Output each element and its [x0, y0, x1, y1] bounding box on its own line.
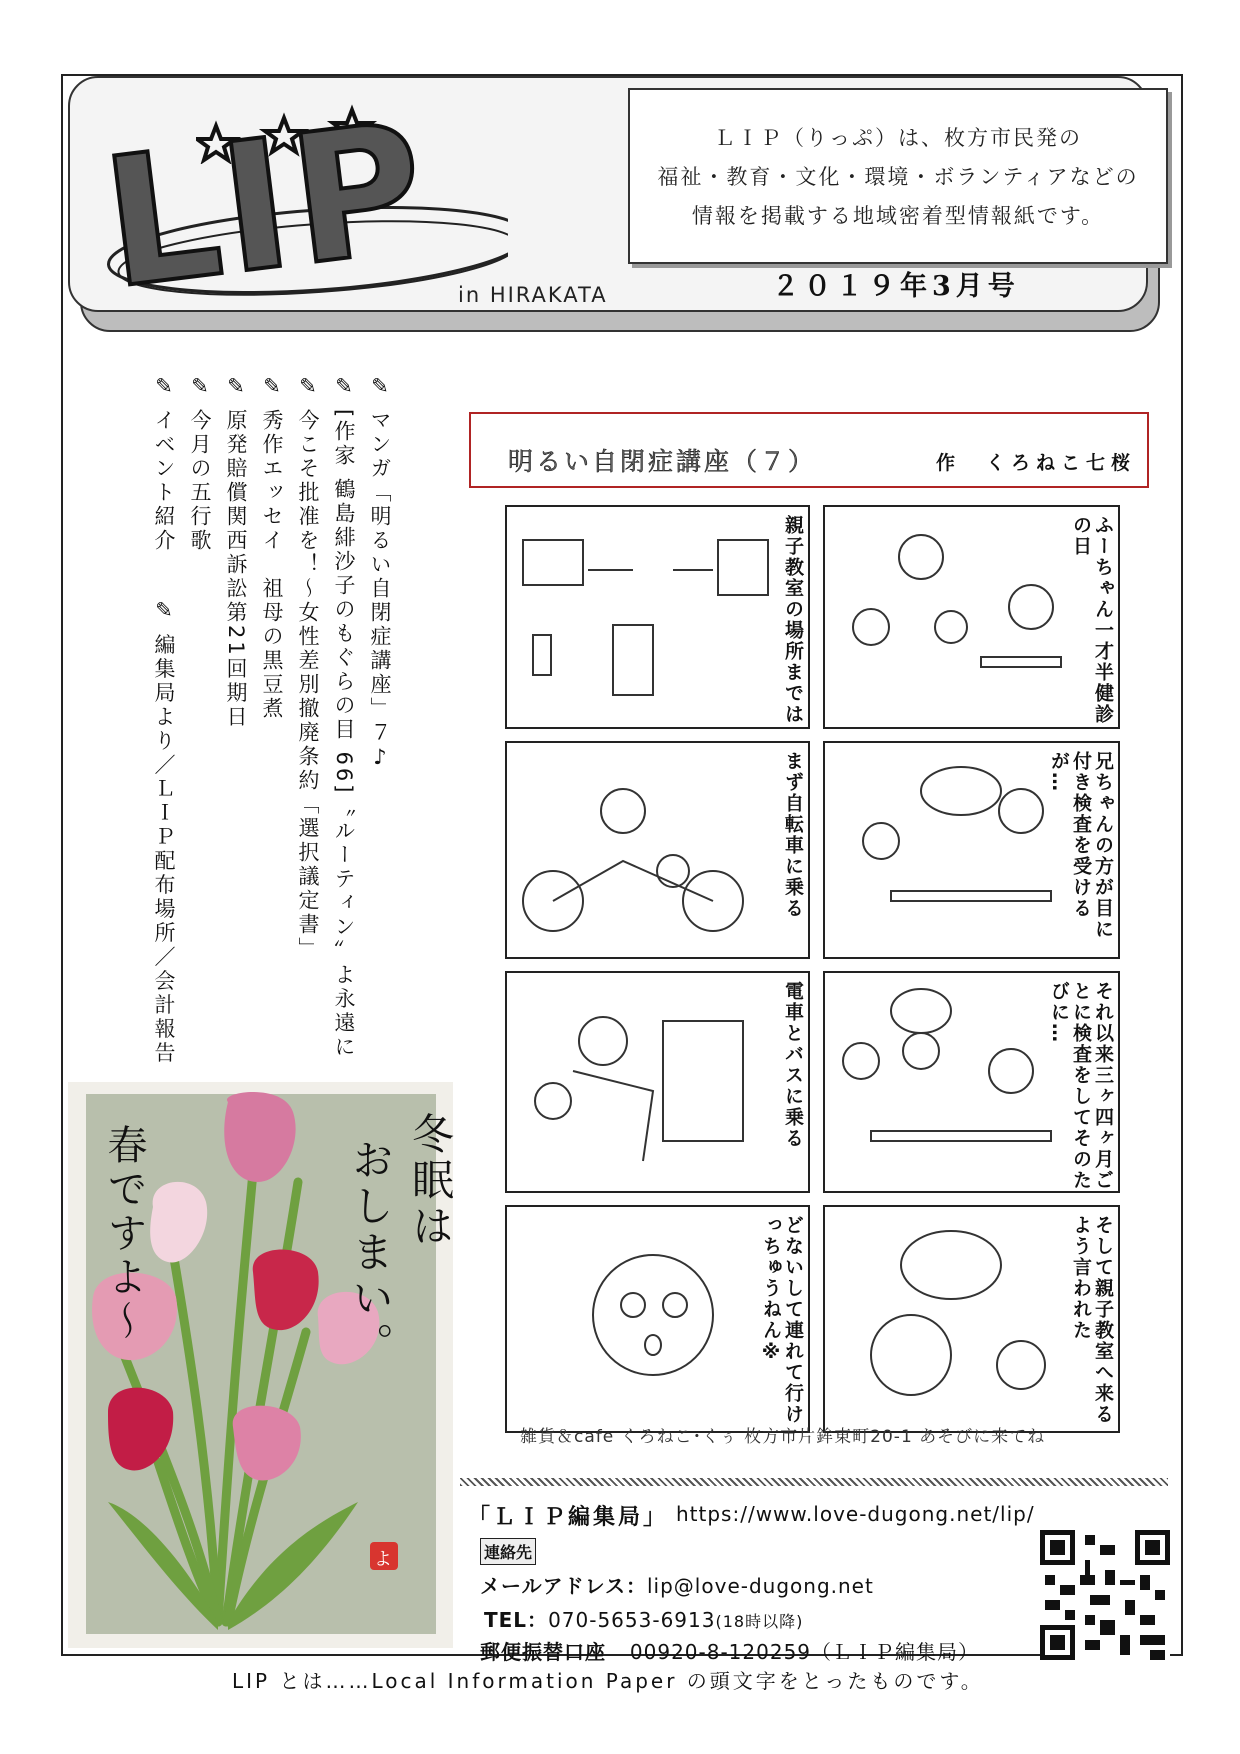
toc-item: ✎今月の五行歌	[182, 374, 218, 1074]
qr-code-icon[interactable]	[1040, 1530, 1170, 1660]
panel-caption: 電車とバスに乗る	[782, 981, 804, 1149]
seal-character: よ	[374, 1549, 392, 1570]
panel-caption: 親子教室の場所までは	[782, 515, 804, 725]
panel-caption: そして親子教室へ来るよう言われた	[1070, 1215, 1114, 1425]
manga-panel	[505, 971, 810, 1193]
pencil-icon: ✎	[224, 374, 248, 401]
divider	[460, 1478, 1168, 1486]
art-text-right2: おしまい。	[346, 1138, 395, 1368]
family-drawing	[831, 517, 1081, 717]
toc-item: ✎イベント紹介 ✎編集局より／ＬＩＰ配布場所／会計報告	[146, 374, 182, 1074]
manga-strip	[505, 505, 1120, 1437]
bicycle-drawing	[513, 751, 773, 951]
shocked-face-drawing	[513, 1215, 773, 1425]
manga-panel	[505, 741, 810, 959]
test-drawing	[831, 751, 1081, 951]
map-drawing	[513, 515, 783, 725]
pencil-icon: ✎	[332, 374, 356, 401]
bottom-note: LIP とは……Local Information Paper の頭文字をとったものです。	[232, 1669, 984, 1693]
editorial-name: 「ＬＩＰ編集局」	[468, 1505, 669, 1530]
website-link[interactable]: https://www.love-dugong.net/lip/	[676, 1502, 1035, 1526]
manga-title: 明るい自閉症講座（７）	[508, 447, 817, 476]
table-of-contents	[148, 374, 398, 1074]
surprised-drawing	[831, 1215, 1081, 1425]
manga-panel	[823, 971, 1120, 1193]
panel-caption: ふーちゃん一才半健診の日	[1070, 515, 1114, 725]
pencil-icon: ✎	[188, 374, 212, 401]
toc-item: ✎[作家 鶴島緋沙子のもぐらの目 66]〝ルーティン〟よ永遠に	[326, 374, 362, 1074]
panel-caption: それ以来三ヶ四ヶ月ごとに検査をしてそのたびに…	[1048, 981, 1114, 1191]
pencil-icon: ✎	[152, 598, 176, 626]
pencil-icon: ✎	[152, 374, 176, 401]
manga-panel	[505, 505, 810, 729]
manga-panel	[823, 1205, 1120, 1433]
panel-caption: まず自転車に乗る	[782, 751, 804, 919]
intro-box	[628, 88, 1168, 264]
email-row: メールアドレス：lip@love-dugong.net	[480, 1574, 874, 1598]
intro-line: ＬＩＰ（りっぷ）は、枚方市民発の	[714, 126, 1082, 150]
logo-subtitle: in HIRAKATA	[458, 283, 608, 307]
manga-panel	[823, 741, 1120, 959]
toc-item: ✎秀作エッセイ 祖母の黒豆煮	[254, 374, 290, 1074]
panel-caption: どないして連れて行けっちゅうねん※	[760, 1215, 804, 1425]
art-text-right: 冬眠は	[406, 1112, 455, 1250]
toc-item: ✎原発賠償関西訴訟第21回期日	[218, 374, 254, 1074]
pencil-icon: ✎	[260, 374, 284, 401]
logo-text: LIP	[93, 83, 439, 328]
tel-number: 070-5653-6913	[548, 1608, 716, 1632]
art-text-left: 春ですよ～	[101, 1124, 147, 1344]
manga-author: 作 くろねこ七桜	[936, 452, 1137, 474]
pencil-icon: ✎	[296, 374, 320, 401]
email-link[interactable]: lip@love-dugong.net	[647, 1574, 874, 1598]
manga-panel	[505, 1205, 810, 1433]
issue-date: ２０１９年3月号	[772, 271, 1020, 302]
tel-row: TEL：070-5653-6913(18時以降)	[484, 1608, 804, 1632]
contact-label: 連絡先	[480, 1538, 536, 1565]
train-drawing	[513, 981, 773, 1181]
manga-footer: 雑貨＆cafe くろねこ･くぅ 枚方市片鉾東町20-1 あそびに来てね	[520, 1427, 1046, 1447]
intro-line: 福祉・教育・文化・環境・ボランティアなどの	[657, 165, 1139, 189]
manga-panel	[823, 505, 1120, 729]
toc-item: ✎マンガ「明るい自閉症講座」７♪	[362, 374, 398, 1074]
pencil-icon: ✎	[368, 374, 392, 401]
table-drawing	[831, 981, 1081, 1181]
postal-row: 郵便振替口座 00920-8-120259（ＬＩＰ編集局）	[480, 1640, 980, 1664]
intro-line: 情報を掲載する地域密着型情報紙です。	[691, 204, 1105, 228]
panel-caption: 兄ちゃんの方が目に付き検査を受けるが…	[1048, 751, 1114, 940]
toc-item: ✎今こそ批准を！～女性差別撤廃条約「選択議定書」	[290, 374, 326, 1074]
